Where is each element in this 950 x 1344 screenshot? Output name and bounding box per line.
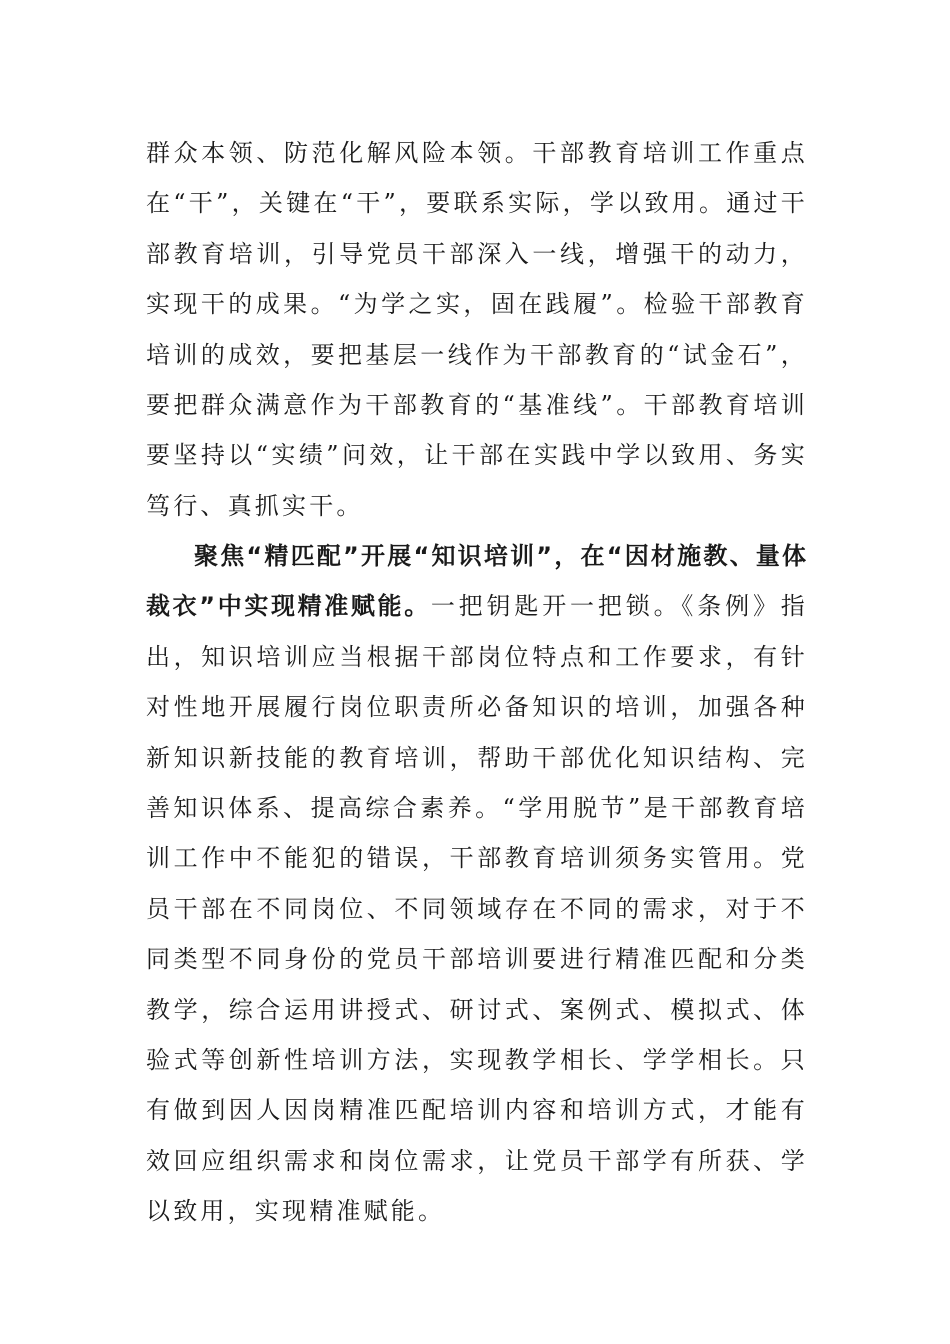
paragraph-1: 群众本领、防范化解风险本领。干部教育培训工作重点在“干”，关键在“干”，要联系实际，学以致用。通过干部教育培训，引导党员干部深入一线，增强干的动力，实现干的成果。“为学之实，固在践履”。检验干部教育培训的成效，要把基层一线作为干部教育的“试金石”，要把群众满意作为干部教育的“基准线”。干部教育培训要坚持以“实绩”问效，让干部在实践中学以致用、务实笃行、真抓实干。 <box>146 139 808 520</box>
paragraph-2-heading: 聚焦“精匹配”开展“知识培训”，在“因材施教、量体裁衣”中实现精准赋能。 <box>146 542 808 621</box>
paragraph-2 <box>146 531 808 1237</box>
paragraph-2-body: 一把钥匙开一把锁。《条例》指出，知识培训应当根据干部岗位特点和工作要求，有针对性地开展履行岗位职责所必备知识的培训，加强各种新知识新技能的教育培训，帮助干部优化知识结构、完善知识体系、提高综合素养。“学用脱节”是干部教育培训工作中不能犯的错误，干部教育培训须务实管用。党员干部在不同岗位、不同领域存在不同的需求，对于不同类型不同身份的党员干部培训要进行精准匹配和分类教学，综合运用讲授式、研讨式、案例式、模拟式、体验式等创新性培训方法，实现教学相长、学学相长。只有做到因人因岗精准匹配培训内容和培训方式，才能有效回应组织需求和岗位需求，让党员干部学有所获、学以致用，实现精准赋能。 <box>146 592 808 1226</box>
